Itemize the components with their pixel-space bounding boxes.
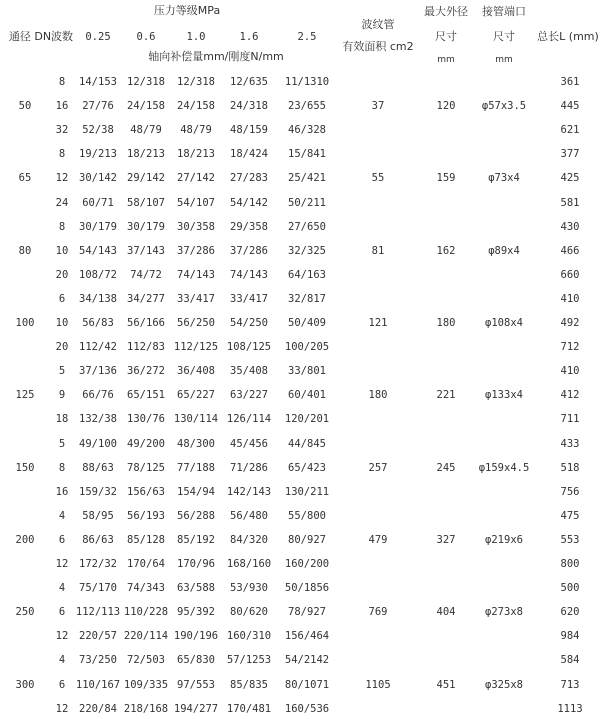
pressure-3-header: 1.6 — [239, 31, 259, 43]
total-length-cell: 984 — [560, 630, 580, 642]
dn-header: 通径 DN — [8, 30, 52, 43]
bellows-header-line2: 有效面积 cm2 — [342, 40, 414, 53]
compensation-stiffness-cell: 56/166 — [127, 317, 165, 329]
outer-diameter-cell: 221 — [436, 389, 456, 401]
pressure-4-header: 2.5 — [297, 31, 317, 43]
port-size-cell: φ89x4 — [488, 245, 520, 257]
effective-area-cell: 180 — [368, 389, 388, 401]
total-length-cell: 425 — [560, 172, 580, 184]
total-length-cell: 1113 — [557, 703, 583, 715]
compensation-stiffness-cell: 23/655 — [288, 100, 326, 112]
pressure-title: 压力等级MPa — [153, 4, 221, 17]
compensation-stiffness-cell: 85/128 — [127, 534, 165, 546]
compensation-stiffness-cell: 78/927 — [288, 606, 326, 618]
compensation-stiffness-cell: 159/32 — [79, 486, 117, 498]
compensation-stiffness-cell: 15/841 — [288, 148, 326, 160]
compensation-stiffness-cell: 46/328 — [288, 124, 326, 136]
length-header: 总长L (mm) — [537, 30, 599, 43]
compensation-stiffness-cell: 56/250 — [177, 317, 215, 329]
wave-count-cell: 12 — [55, 630, 69, 642]
compensation-stiffness-cell: 156/63 — [127, 486, 165, 498]
compensation-stiffness-cell: 71/286 — [230, 462, 268, 474]
compensation-stiffness-cell: 108/125 — [226, 341, 272, 353]
compensation-stiffness-cell: 64/163 — [288, 269, 326, 281]
compensation-stiffness-cell: 77/188 — [177, 462, 215, 474]
outer-diameter-cell: 120 — [436, 100, 456, 112]
compensation-stiffness-cell: 37/136 — [79, 365, 117, 377]
port-header-line2: 尺寸 — [493, 30, 515, 43]
total-length-cell: 410 — [560, 365, 580, 377]
compensation-stiffness-cell: 49/100 — [79, 438, 117, 450]
compensation-stiffness-cell: 78/125 — [127, 462, 165, 474]
compensation-stiffness-cell: 56/193 — [127, 510, 165, 522]
compensation-stiffness-cell: 170/64 — [127, 558, 165, 570]
total-length-cell: 581 — [560, 197, 580, 209]
compensation-stiffness-cell: 50/409 — [288, 317, 326, 329]
od-header-line2: 尺寸 — [435, 30, 457, 43]
od-unit: mm — [437, 55, 455, 65]
compensation-stiffness-cell: 25/421 — [288, 172, 326, 184]
total-length-cell: 412 — [560, 389, 580, 401]
compensation-stiffness-cell: 112/125 — [173, 341, 219, 353]
compensation-stiffness-cell: 54/142 — [230, 197, 268, 209]
compensation-stiffness-cell: 74/72 — [130, 269, 162, 281]
compensation-stiffness-cell: 74/343 — [127, 582, 165, 594]
total-length-cell: 800 — [560, 558, 580, 570]
port-size-cell: φ325x8 — [485, 679, 523, 691]
compensation-header: 轴向补偿量mm/刚度N/mm — [148, 50, 284, 63]
port-size-cell: φ159x4.5 — [478, 462, 530, 474]
compensation-stiffness-cell: 54/107 — [177, 197, 215, 209]
nominal-diameter-cell: 100 — [15, 317, 35, 329]
compensation-stiffness-cell: 220/57 — [79, 630, 117, 642]
effective-area-cell: 81 — [371, 245, 385, 257]
compensation-stiffness-cell: 60/71 — [82, 197, 114, 209]
wave-count-cell: 6 — [58, 606, 66, 618]
wave-count-cell: 5 — [58, 365, 66, 377]
nominal-diameter-cell: 50 — [18, 100, 32, 112]
compensation-stiffness-cell: 18/213 — [177, 148, 215, 160]
compensation-stiffness-cell: 11/1310 — [284, 76, 330, 88]
wave-count-cell: 10 — [55, 245, 69, 257]
wave-count-cell: 4 — [58, 510, 66, 522]
total-length-cell: 466 — [560, 245, 580, 257]
nominal-diameter-cell: 300 — [15, 679, 35, 691]
compensation-stiffness-cell: 220/84 — [79, 703, 117, 715]
total-length-cell: 621 — [560, 124, 580, 136]
compensation-stiffness-cell: 54/143 — [79, 245, 117, 257]
wave-count-cell: 10 — [55, 317, 69, 329]
wave-count-cell: 6 — [58, 534, 66, 546]
compensation-stiffness-cell: 30/142 — [79, 172, 117, 184]
compensation-stiffness-cell: 27/142 — [177, 172, 215, 184]
compensation-stiffness-cell: 126/114 — [226, 413, 272, 425]
compensation-stiffness-cell: 130/211 — [284, 486, 330, 498]
compensation-stiffness-cell: 100/205 — [284, 341, 330, 353]
compensation-stiffness-cell: 109/335 — [123, 679, 169, 691]
effective-area-cell: 1105 — [365, 679, 391, 691]
compensation-stiffness-cell: 112/113 — [75, 606, 121, 618]
wave-count-cell: 9 — [58, 389, 66, 401]
compensation-stiffness-cell: 97/553 — [177, 679, 215, 691]
compensation-stiffness-cell: 80/620 — [230, 606, 268, 618]
compensation-stiffness-cell: 130/76 — [127, 413, 165, 425]
compensation-stiffness-cell: 48/159 — [230, 124, 268, 136]
outer-diameter-cell: 245 — [436, 462, 456, 474]
outer-diameter-cell: 159 — [436, 172, 456, 184]
compensation-stiffness-cell: 112/42 — [79, 341, 117, 353]
compensation-stiffness-cell: 160/310 — [226, 630, 272, 642]
compensation-stiffness-cell: 132/38 — [79, 413, 117, 425]
total-length-cell: 445 — [560, 100, 580, 112]
total-length-cell: 711 — [560, 413, 580, 425]
bellows-header-line1: 波纹管 — [361, 18, 395, 31]
wave-count-cell: 24 — [55, 197, 69, 209]
compensation-stiffness-cell: 33/417 — [177, 293, 215, 305]
compensation-stiffness-cell: 65/227 — [177, 389, 215, 401]
port-size-cell: φ133x4 — [485, 389, 523, 401]
compensation-stiffness-cell: 74/143 — [177, 269, 215, 281]
pressure-1-header: 0.6 — [136, 31, 156, 43]
compensation-stiffness-cell: 34/277 — [127, 293, 165, 305]
compensation-stiffness-cell: 72/503 — [127, 654, 165, 666]
wave-count-cell: 4 — [58, 582, 66, 594]
compensation-stiffness-cell: 110/228 — [123, 606, 169, 618]
compensation-stiffness-cell: 14/153 — [79, 76, 117, 88]
compensation-stiffness-cell: 37/143 — [127, 245, 165, 257]
total-length-cell: 756 — [560, 486, 580, 498]
nominal-diameter-cell: 150 — [15, 462, 35, 474]
compensation-stiffness-cell: 190/196 — [173, 630, 219, 642]
compensation-stiffness-cell: 63/227 — [230, 389, 268, 401]
compensation-stiffness-cell: 168/160 — [226, 558, 272, 570]
total-length-cell: 410 — [560, 293, 580, 305]
outer-diameter-cell: 451 — [436, 679, 456, 691]
compensation-stiffness-cell: 30/179 — [127, 221, 165, 233]
wave-count-cell: 8 — [58, 462, 66, 474]
compensation-stiffness-cell: 156/464 — [284, 630, 330, 642]
outer-diameter-cell: 327 — [436, 534, 456, 546]
compensation-stiffness-cell: 65/830 — [177, 654, 215, 666]
wave-count-cell: 12 — [55, 703, 69, 715]
compensation-stiffness-cell: 57/1253 — [226, 654, 272, 666]
nominal-diameter-cell: 65 — [18, 172, 32, 184]
outer-diameter-cell: 162 — [436, 245, 456, 257]
port-unit: mm — [495, 55, 513, 65]
port-size-cell: φ73x4 — [488, 172, 520, 184]
wave-count-cell: 6 — [58, 679, 66, 691]
compensation-stiffness-cell: 29/142 — [127, 172, 165, 184]
wave-count-cell: 5 — [58, 438, 66, 450]
compensation-stiffness-cell: 95/392 — [177, 606, 215, 618]
compensation-stiffness-cell: 54/250 — [230, 317, 268, 329]
total-length-cell: 475 — [560, 510, 580, 522]
effective-area-cell: 37 — [371, 100, 385, 112]
total-length-cell: 500 — [560, 582, 580, 594]
compensation-stiffness-cell: 80/1071 — [284, 679, 330, 691]
total-length-cell: 433 — [560, 438, 580, 450]
compensation-stiffness-cell: 63/588 — [177, 582, 215, 594]
wave-count-cell: 8 — [58, 76, 66, 88]
compensation-stiffness-cell: 32/325 — [288, 245, 326, 257]
compensation-stiffness-cell: 50/211 — [288, 197, 326, 209]
compensation-stiffness-cell: 142/143 — [226, 486, 272, 498]
compensation-stiffness-cell: 84/320 — [230, 534, 268, 546]
compensation-stiffness-cell: 73/250 — [79, 654, 117, 666]
compensation-stiffness-cell: 172/32 — [79, 558, 117, 570]
effective-area-cell: 769 — [368, 606, 388, 618]
compensation-stiffness-cell: 65/151 — [127, 389, 165, 401]
pressure-0-header: 0.25 — [85, 31, 111, 43]
compensation-stiffness-cell: 56/83 — [82, 317, 114, 329]
wave-count-cell: 16 — [55, 100, 69, 112]
wave-count-cell: 32 — [55, 124, 69, 136]
compensation-stiffness-cell: 27/76 — [82, 100, 114, 112]
waves-header: 波数 — [51, 30, 73, 43]
compensation-stiffness-cell: 58/95 — [82, 510, 114, 522]
compensation-stiffness-cell: 65/423 — [288, 462, 326, 474]
pressure-2-header: 1.0 — [186, 31, 206, 43]
nominal-diameter-cell: 250 — [15, 606, 35, 618]
compensation-stiffness-cell: 34/138 — [79, 293, 117, 305]
compensation-stiffness-cell: 58/107 — [127, 197, 165, 209]
compensation-stiffness-cell: 36/408 — [177, 365, 215, 377]
compensation-stiffness-cell: 24/158 — [127, 100, 165, 112]
port-size-cell: φ108x4 — [485, 317, 523, 329]
compensation-stiffness-cell: 130/114 — [173, 413, 219, 425]
compensation-stiffness-cell: 27/650 — [288, 221, 326, 233]
compensation-stiffness-cell: 74/143 — [230, 269, 268, 281]
effective-area-cell: 121 — [368, 317, 388, 329]
compensation-stiffness-cell: 88/63 — [82, 462, 114, 474]
compensation-stiffness-cell: 30/179 — [79, 221, 117, 233]
compensation-stiffness-cell: 60/401 — [288, 389, 326, 401]
port-header-line1: 接管端口 — [482, 5, 526, 18]
port-size-cell: φ219x6 — [485, 534, 523, 546]
compensation-stiffness-cell: 19/213 — [79, 148, 117, 160]
port-size-cell: φ57x3.5 — [481, 100, 527, 112]
compensation-stiffness-cell: 48/79 — [130, 124, 162, 136]
compensation-stiffness-cell: 80/927 — [288, 534, 326, 546]
compensation-stiffness-cell: 86/63 — [82, 534, 114, 546]
nominal-diameter-cell: 80 — [18, 245, 32, 257]
compensation-stiffness-cell: 66/76 — [82, 389, 114, 401]
compensation-stiffness-cell: 110/167 — [75, 679, 121, 691]
total-length-cell: 492 — [560, 317, 580, 329]
compensation-stiffness-cell: 112/83 — [127, 341, 165, 353]
outer-diameter-cell: 404 — [436, 606, 456, 618]
compensation-stiffness-cell: 12/318 — [177, 76, 215, 88]
total-length-cell: 430 — [560, 221, 580, 233]
compensation-stiffness-cell: 170/481 — [226, 703, 272, 715]
compensation-stiffness-cell: 48/79 — [180, 124, 212, 136]
compensation-stiffness-cell: 56/480 — [230, 510, 268, 522]
compensation-stiffness-cell: 55/800 — [288, 510, 326, 522]
compensation-stiffness-cell: 12/318 — [127, 76, 165, 88]
compensation-stiffness-cell: 27/283 — [230, 172, 268, 184]
compensation-stiffness-cell: 50/1856 — [284, 582, 330, 594]
wave-count-cell: 12 — [55, 172, 69, 184]
compensation-stiffness-cell: 33/801 — [288, 365, 326, 377]
compensation-stiffness-cell: 85/835 — [230, 679, 268, 691]
compensation-stiffness-cell: 160/536 — [284, 703, 330, 715]
wave-count-cell: 4 — [58, 654, 66, 666]
compensation-stiffness-cell: 220/114 — [123, 630, 169, 642]
compensation-stiffness-cell: 32/817 — [288, 293, 326, 305]
wave-count-cell: 6 — [58, 293, 66, 305]
wave-count-cell: 16 — [55, 486, 69, 498]
compensation-stiffness-cell: 45/456 — [230, 438, 268, 450]
compensation-stiffness-cell: 154/94 — [177, 486, 215, 498]
outer-diameter-cell: 180 — [436, 317, 456, 329]
compensation-stiffness-cell: 18/213 — [127, 148, 165, 160]
compensation-stiffness-cell: 33/417 — [230, 293, 268, 305]
compensation-stiffness-cell: 85/192 — [177, 534, 215, 546]
compensation-stiffness-cell: 56/288 — [177, 510, 215, 522]
compensation-stiffness-cell: 48/300 — [177, 438, 215, 450]
compensation-stiffness-cell: 170/96 — [177, 558, 215, 570]
compensation-stiffness-cell: 218/168 — [123, 703, 169, 715]
compensation-stiffness-cell: 75/170 — [79, 582, 117, 594]
wave-count-cell: 12 — [55, 558, 69, 570]
wave-count-cell: 20 — [55, 341, 69, 353]
total-length-cell: 377 — [560, 148, 580, 160]
total-length-cell: 660 — [560, 269, 580, 281]
compensation-stiffness-cell: 18/424 — [230, 148, 268, 160]
effective-area-cell: 479 — [368, 534, 388, 546]
wave-count-cell: 8 — [58, 221, 66, 233]
compensation-stiffness-cell: 194/277 — [173, 703, 219, 715]
effective-area-cell: 55 — [371, 172, 385, 184]
wave-count-cell: 8 — [58, 148, 66, 160]
compensation-stiffness-cell: 160/200 — [284, 558, 330, 570]
total-length-cell: 553 — [560, 534, 580, 546]
nominal-diameter-cell: 200 — [15, 534, 35, 546]
wave-count-cell: 18 — [55, 413, 69, 425]
compensation-stiffness-cell: 12/635 — [230, 76, 268, 88]
total-length-cell: 584 — [560, 654, 580, 666]
compensation-stiffness-cell: 24/158 — [177, 100, 215, 112]
compensation-stiffness-cell: 54/2142 — [284, 654, 330, 666]
compensation-stiffness-cell: 49/200 — [127, 438, 165, 450]
port-size-cell: φ273x8 — [485, 606, 523, 618]
total-length-cell: 712 — [560, 341, 580, 353]
compensation-stiffness-cell: 52/38 — [82, 124, 114, 136]
compensation-stiffness-cell: 53/930 — [230, 582, 268, 594]
compensation-stiffness-cell: 37/286 — [230, 245, 268, 257]
total-length-cell: 518 — [560, 462, 580, 474]
compensation-stiffness-cell: 120/201 — [284, 413, 330, 425]
compensation-stiffness-cell: 24/318 — [230, 100, 268, 112]
compensation-stiffness-cell: 44/845 — [288, 438, 326, 450]
total-length-cell: 713 — [560, 679, 580, 691]
compensation-stiffness-cell: 29/358 — [230, 221, 268, 233]
effective-area-cell: 257 — [368, 462, 388, 474]
total-length-cell: 620 — [560, 606, 580, 618]
compensation-stiffness-cell: 30/358 — [177, 221, 215, 233]
wave-count-cell: 20 — [55, 269, 69, 281]
od-header-line1: 最大外径 — [424, 5, 468, 18]
compensation-stiffness-cell: 108/72 — [79, 269, 117, 281]
total-length-cell: 361 — [560, 76, 580, 88]
compensation-stiffness-cell: 36/272 — [127, 365, 165, 377]
nominal-diameter-cell: 125 — [15, 389, 35, 401]
compensation-stiffness-cell: 37/286 — [177, 245, 215, 257]
compensation-stiffness-cell: 35/408 — [230, 365, 268, 377]
